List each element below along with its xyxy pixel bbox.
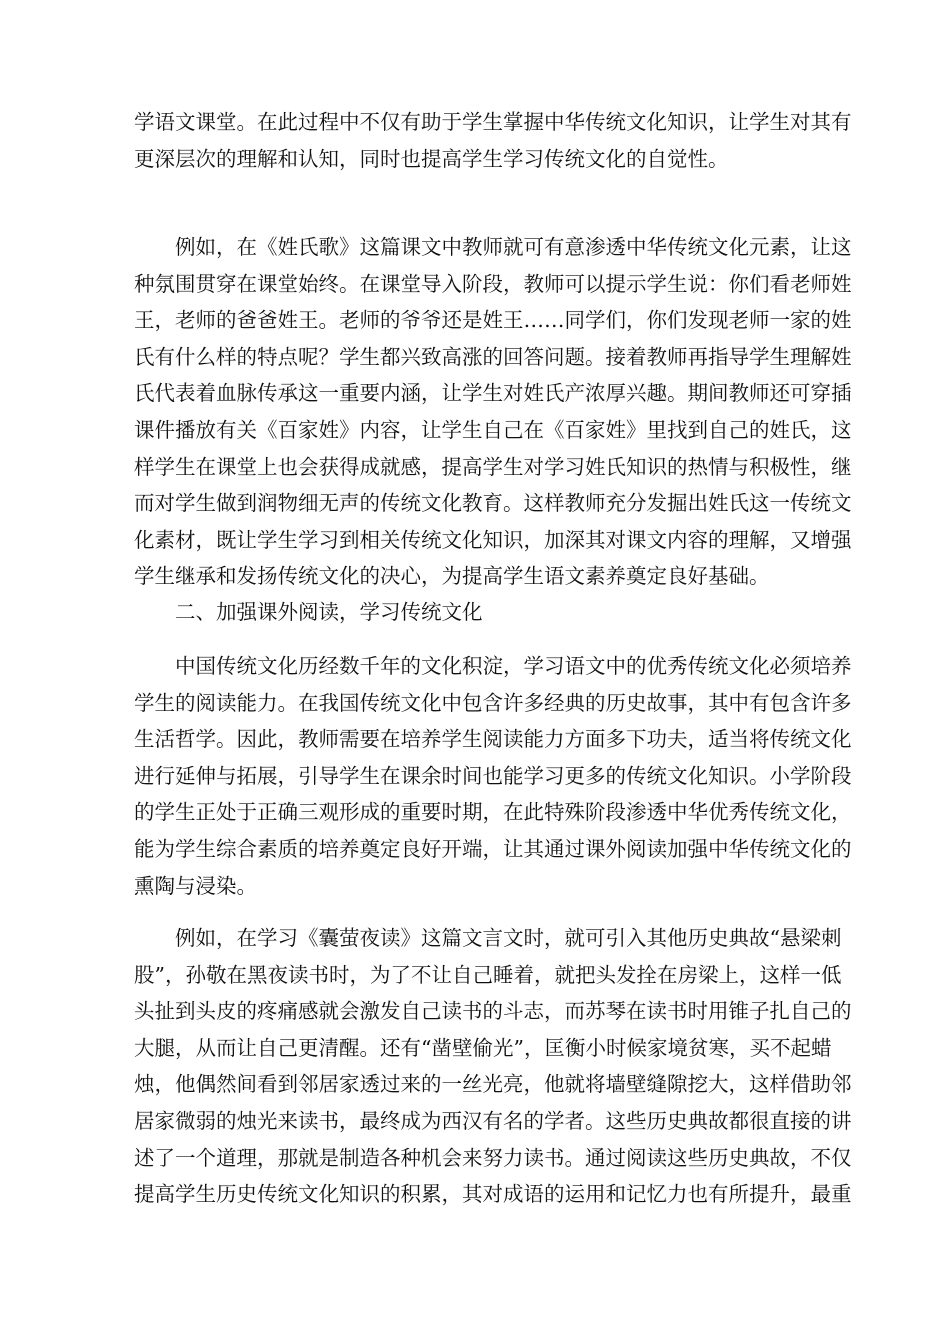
text-line: 学生继承和发扬传统文化的决心，为提高学生语文素养奠定良好基础。 <box>134 564 770 589</box>
text-line: 例如，在《姓氏歌》这篇课文中教师就可有意渗透中华传统文化元素，让这 <box>175 235 852 259</box>
text-line: 更深层次的理解和认知，同时也提高学生学习传统文化的自觉性。 <box>134 146 729 171</box>
text-line: 学生的阅读能力。在我国传统文化中包含许多经典的历史故事，其中有包含许多 <box>134 690 852 715</box>
text-line: 进行延伸与拓展，引导学生在课余时间也能学习更多的传统文化知识。小学阶段 <box>134 763 852 788</box>
paragraph-extracurricular-reading <box>134 648 852 904</box>
paragraph-continuation <box>134 104 852 177</box>
text-line: 生活哲学。因此，教师需要在培养学生阅读能力方面多下功夫，适当将传统文化 <box>134 727 852 752</box>
text-line: 熏陶与浸染。 <box>134 873 257 898</box>
text-line: 股”，孙敬在黑夜读书时，为了不让自己睡着，就把头发拴在房梁上，这样一低 <box>134 962 842 987</box>
paragraph-surname-song-example <box>134 229 852 595</box>
paragraph-historical-stories-example <box>134 920 852 1213</box>
text-line: 氏代表着血脉传承这一重要内涵，让学生对姓氏产浓厚兴趣。期间教师还可穿插 <box>134 381 852 406</box>
section-heading: 二、加强课外阅读，学习传统文化 <box>175 600 483 624</box>
text-line: 烛，他偶然间看到邻居家透过来的一丝光亮，他就将墙壁缝隙挖大，这样借助邻 <box>134 1072 852 1097</box>
text-line: 氏有什么样的特点呢？学生都兴致高涨的回答问题。接着教师再指导学生理解姓 <box>134 344 852 369</box>
text-line: 学语文课堂。在此过程中不仅有助于学生掌握中华传统文化知识，让学生对其有 <box>134 110 852 134</box>
text-line: 头扯到头皮的疼痛感就会激发自己读书的斗志，而苏琴在读书时用锥子扎自己的 <box>134 999 852 1024</box>
text-line: 居家微弱的烛光来读书，最终成为西汉有名的学者。这些历史典故都很直接的讲 <box>134 1108 852 1133</box>
text-line: 中国传统文化历经数千年的文化积淀，学习语文中的优秀传统文化必须培养 <box>175 654 852 678</box>
text-line: 例如，在学习《囊萤夜读》这篇文言文时，就可引入其他历史典故“悬梁刺 <box>175 926 842 950</box>
text-line: 课件播放有关《百家姓》内容，让学生自己在《百家姓》里找到自己的姓氏，这 <box>134 417 852 442</box>
text-line: 的学生正处于正确三观形成的重要时期，在此特殊阶段渗透中华优秀传统文化， <box>134 800 852 825</box>
text-line: 化素材，既让学生学习到相关传统文化知识，加深其对课文内容的理解，又增强 <box>134 527 852 552</box>
text-line: 大腿，从而让自己更清醒。还有“凿壁偷光”，匡衡小时候家境贫寒，买不起蜡 <box>134 1035 832 1060</box>
text-line: 提高学生历史传统文化知识的积累，其对成语的运用和记忆力也有所提升，最重 <box>134 1182 852 1207</box>
text-line: 而对学生做到润物细无声的传统文化教育。这样教师充分发掘出姓氏这一传统文 <box>134 491 852 516</box>
text-line: 种氛围贯穿在课堂始终。在课堂导入阶段，教师可以提示学生说：你们看老师姓 <box>134 271 852 296</box>
text-line: 述了一个道理，那就是制造各种机会来努力读书。通过阅读这些历史典故，不仅 <box>134 1145 852 1170</box>
text-line: 能为学生综合素质的培养奠定良好开端，让其通过课外阅读加强中华传统文化的 <box>134 836 852 861</box>
text-line: 王，老师的爸爸姓王。老师的爷爷还是姓王……同学们，你们发现老师一家的姓 <box>134 308 852 333</box>
text-line: 样学生在课堂上也会获得成就感，提高学生对学习姓氏知识的热情与积极性，继 <box>134 454 852 479</box>
